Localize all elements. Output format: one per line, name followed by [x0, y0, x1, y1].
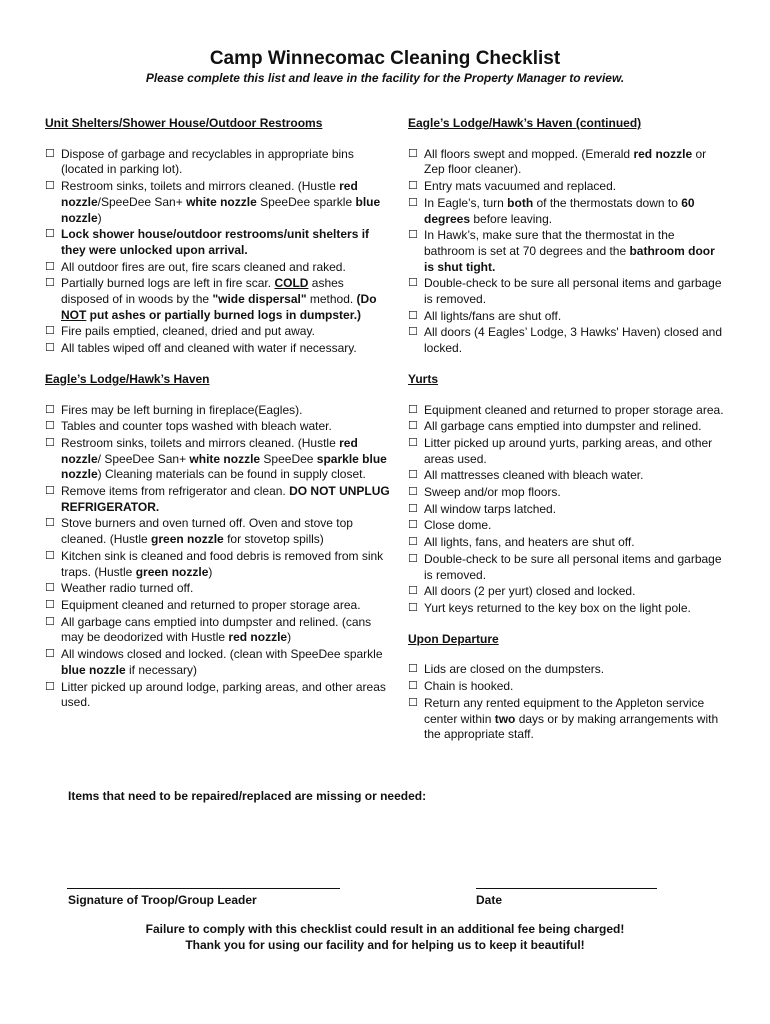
item-text: /SpeeDee San+ [97, 194, 187, 209]
item-text: COLD [274, 276, 309, 291]
checkbox[interactable]: ☐ [408, 403, 418, 416]
checkbox[interactable]: ☐ [408, 486, 418, 499]
checklist-item [408, 196, 728, 227]
item-text: blue nozzle [61, 194, 381, 225]
checkbox[interactable]: ☐ [408, 601, 418, 614]
checklist-item [45, 598, 390, 614]
checklist-item [408, 485, 728, 501]
checklist-item [408, 535, 728, 551]
item-text: method. [306, 292, 357, 307]
section-heading: Eagle’s Lodge/Hawk’s Haven [45, 371, 210, 386]
page-subtitle: Please complete this list and leave in the facility for the Property Manager to review. [145, 71, 625, 85]
checklist-item [45, 147, 390, 178]
date-label: Date [476, 893, 503, 907]
item-text: Partially burned logs are left in fire scar. [61, 276, 275, 291]
item-text: ) [97, 210, 102, 225]
item-text: Lock shower house/outdoor restrooms/unit shelters if they were unlocked upon arrival. [61, 227, 370, 257]
item-text: Restroom sinks, toilets and mirrors cleaned. (Hustle [61, 179, 340, 194]
item-text: days or by making arrangements with the appropriate staff. [424, 711, 719, 742]
item-text: All doors (2 per yurt) closed and locked. [424, 584, 636, 599]
item-text: sparkle blue nozzle [61, 451, 387, 482]
repairs-label: Items that need to be repaired/replaced are missing or needed: [68, 789, 427, 803]
checkbox[interactable]: ☐ [408, 552, 418, 565]
checklist-item [45, 179, 390, 226]
checkbox[interactable]: ☐ [45, 582, 55, 595]
item-text: white nozzle [186, 194, 257, 209]
checkbox[interactable]: ☐ [45, 342, 55, 355]
checklist [408, 403, 728, 617]
item-text: Equipment cleaned and returned to proper storage area. [424, 402, 724, 417]
checkbox[interactable]: ☐ [408, 196, 418, 209]
item-text: blue nozzle [61, 662, 126, 677]
date-line[interactable] [476, 888, 657, 889]
item-text: Sweep and/or mop floors. [424, 485, 561, 500]
item-text: white nozzle [189, 451, 261, 466]
right-column [408, 116, 728, 744]
checkbox[interactable]: ☐ [45, 325, 55, 338]
checkbox[interactable]: ☐ [408, 436, 418, 449]
item-text: Weather radio turned off. [61, 581, 194, 596]
item-text: ) [287, 630, 292, 645]
item-text: Dispose of garbage and recyclables in appropriate bins (located in parking lot). [61, 146, 354, 177]
item-text: Double-check to be sure all personal items and garbage is removed. [424, 276, 722, 307]
checkbox[interactable]: ☐ [408, 147, 418, 160]
checklist-item [408, 552, 728, 583]
footer-warning: Failure to comply with this checklist could result in an additional fee being charged! [145, 922, 625, 936]
item-text: All floors swept and mopped. (Emerald [424, 146, 634, 161]
item-text: two [494, 711, 516, 726]
section-heading: Yurts [408, 371, 439, 386]
checkbox[interactable]: ☐ [408, 469, 418, 482]
item-text: Tables and counter tops washed with bleach water. [61, 419, 332, 434]
checkbox[interactable]: ☐ [408, 680, 418, 693]
checklist-item [408, 436, 728, 467]
item-text: (Do [356, 292, 377, 307]
checklist-item [408, 228, 728, 275]
checkbox[interactable]: ☐ [45, 436, 55, 449]
checklist-item [408, 276, 728, 307]
item-text: SpeeDee [260, 451, 317, 466]
checklist [45, 403, 390, 711]
item-text: Kitchen sink is cleaned and food debris is removed from sink traps. (Hustle [61, 548, 384, 579]
section-heading: Upon Departure [408, 631, 499, 646]
checklist-item [408, 601, 728, 617]
checkbox[interactable]: ☐ [45, 277, 55, 290]
checkbox[interactable]: ☐ [45, 517, 55, 530]
checklist-item [408, 584, 728, 600]
checklist-item [45, 615, 390, 646]
item-text: All garbage cans emptied into dumpster and relined. (cans may be deodorized with Hustle [61, 614, 372, 645]
item-text: / SpeeDee San+ [97, 451, 190, 466]
checkbox[interactable]: ☐ [45, 420, 55, 433]
checklist-item [45, 419, 390, 435]
checkbox[interactable]: ☐ [45, 403, 55, 416]
item-text: Litter picked up around lodge, parking areas, and other areas used. [61, 679, 386, 710]
checklist [408, 662, 728, 743]
section-heading: Eagle’s Lodge/Hawk’s Haven (continued) [408, 116, 642, 130]
left-column [45, 116, 390, 712]
checkbox[interactable]: ☐ [408, 536, 418, 549]
checkbox[interactable]: ☐ [408, 502, 418, 515]
item-text: In Hawk’s, make sure that the thermostat in the bathroom is set at 70 degrees and the [424, 228, 675, 258]
item-text: All lights/fans are shut off. [424, 308, 562, 323]
item-text: of the thermostats down to [533, 195, 682, 210]
checklist-item [45, 260, 390, 276]
item-text: Remove items from refrigerator and clean. [61, 484, 290, 499]
item-text: All window tarps latched. [424, 501, 557, 516]
item-text: Yurt keys returned to the key box on the light pole. [424, 600, 691, 615]
item-text: put ashes or partially burned logs in dumpster.) [86, 307, 362, 322]
checklist-item [45, 341, 390, 357]
item-text: All windows closed and locked. (clean with SpeeDee sparkle [61, 647, 383, 662]
checklist-item [408, 419, 728, 435]
item-text: green nozzle [151, 532, 224, 547]
item-text: green nozzle [135, 564, 209, 579]
checklist-item [45, 276, 390, 323]
item-text: SpeeDee sparkle [256, 194, 356, 209]
checklist [408, 147, 728, 357]
signature-label: Signature of Troop/Group Leader [68, 893, 257, 907]
checkbox[interactable]: ☐ [408, 180, 418, 193]
footer-thanks: Thank you for using our facility and for helping us to keep it beautiful! [185, 938, 585, 952]
item-text: Fires may be left burning in fireplace(Eagles). [61, 402, 303, 417]
item-text: Fire pails emptied, cleaned, dried and put away. [61, 324, 315, 339]
checklist-item [45, 227, 390, 258]
item-text: Entry mats vacuumed and replaced. [424, 179, 617, 194]
section-heading: Unit Shelters/Shower House/Outdoor Restrooms [45, 116, 323, 130]
item-text: if necessary) [125, 662, 198, 677]
checkbox[interactable]: ☐ [408, 696, 418, 709]
item-text: red nozzle [61, 435, 358, 466]
checkbox[interactable]: ☐ [45, 615, 55, 628]
checkbox[interactable]: ☐ [45, 485, 55, 498]
checklist-item [45, 680, 390, 711]
checkbox[interactable]: ☐ [408, 326, 418, 339]
checklist-item [408, 403, 728, 419]
checklist-item [408, 679, 728, 695]
checkbox[interactable]: ☐ [45, 549, 55, 562]
item-text: for stovetop spills) [223, 532, 324, 547]
checklist-item [408, 518, 728, 534]
checkbox[interactable]: ☐ [45, 260, 55, 273]
checklist-item [408, 309, 728, 325]
item-text: "wide dispersal" [212, 292, 307, 307]
checkbox[interactable]: ☐ [408, 420, 418, 433]
item-text: ) [208, 564, 213, 579]
checkbox[interactable]: ☐ [408, 277, 418, 290]
checklist-item [45, 581, 390, 597]
checklist-item [45, 324, 390, 340]
item-text: ashes disposed of in woods by the [61, 276, 344, 307]
item-text: before leaving. [470, 211, 553, 226]
item-text: red nozzle [61, 179, 358, 209]
item-text: All doors (4 Eagles’ Lodge, 3 Hawks' Haven) closed and locked. [424, 325, 723, 356]
item-text: All tables wiped off and cleaned with water if necessary. [61, 341, 357, 356]
item-text: NOT [61, 307, 87, 322]
item-text: In Eagle’s, turn [424, 195, 508, 210]
item-text: red nozzle [228, 630, 288, 645]
checklist-item [45, 647, 390, 678]
item-text: Equipment cleaned and returned to proper storage area. [61, 597, 361, 612]
checklist-item [408, 179, 728, 195]
item-text: bathroom door is shut tight. [424, 243, 715, 274]
checkbox[interactable]: ☐ [45, 680, 55, 693]
checklist-item [408, 502, 728, 518]
checkbox[interactable]: ☐ [408, 309, 418, 322]
checklist-item [45, 436, 390, 483]
page-title: Camp Winnecomac Cleaning Checklist [209, 48, 561, 69]
item-text: both [507, 195, 534, 210]
checklist [45, 147, 390, 357]
checklist-item [45, 403, 390, 419]
checklist-item [408, 662, 728, 678]
checkbox[interactable]: ☐ [45, 180, 55, 193]
item-text: All mattresses cleaned with bleach water. [424, 468, 644, 483]
item-text: Close dome. [424, 518, 492, 533]
checklist-item [45, 549, 390, 580]
checklist-item [408, 696, 728, 743]
checkbox[interactable]: ☐ [408, 585, 418, 598]
checkbox[interactable]: ☐ [408, 663, 418, 676]
checkbox[interactable]: ☐ [45, 598, 55, 611]
item-text: Double-check to be sure all personal items and garbage is removed. [424, 551, 722, 582]
item-text: Stove burners and oven turned off. Oven and stove top cleaned. (Hustle [61, 516, 353, 547]
checkbox[interactable]: ☐ [45, 648, 55, 661]
item-text: Restroom sinks, toilets and mirrors cleaned. (Hustle [61, 435, 340, 450]
checklist-item [45, 516, 390, 547]
item-text: Litter picked up around yurts, parking areas, and other areas used. [424, 435, 713, 466]
signature-line[interactable] [67, 888, 340, 889]
item-text: 60 degrees [424, 195, 695, 226]
item-text: Lids are closed on the dumpsters. [424, 662, 605, 677]
item-text: Chain is hooked. [424, 679, 514, 694]
item-text: All garbage cans emptied into dumpster and relined. [424, 419, 702, 434]
checklist-item [408, 147, 728, 178]
checklist-item [408, 468, 728, 484]
item-text: All lights, fans, and heaters are shut off. [424, 535, 635, 550]
checkbox[interactable]: ☐ [45, 147, 55, 160]
checklist-item [408, 325, 728, 356]
item-text: Return any rented equipment to the Appleton service center within [424, 695, 705, 726]
checkbox[interactable]: ☐ [45, 228, 55, 241]
item-text: ) Cleaning materials can be found in supply closet. [97, 467, 366, 482]
item-text: All outdoor fires are out, fire scars cleaned and raked. [61, 259, 346, 274]
checkbox[interactable]: ☐ [408, 229, 418, 242]
checkbox[interactable]: ☐ [408, 519, 418, 532]
checklist-item [45, 484, 390, 515]
item-text: DO NOT UNPLUG REFRIGERATOR. [61, 484, 390, 514]
item-text: or Zep floor cleaner). [424, 146, 707, 177]
item-text: red nozzle [633, 146, 693, 161]
